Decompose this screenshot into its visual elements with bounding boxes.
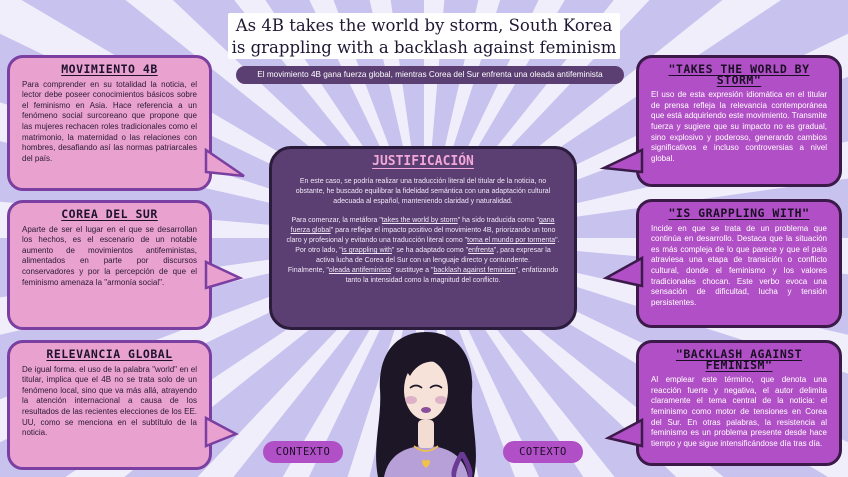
headline-line-2: is grappling with a backlash against feminism	[231, 38, 617, 57]
lips	[421, 407, 431, 413]
card-movimiento-4b	[7, 55, 212, 191]
card-title: RELEVANCIA GLOBAL	[46, 347, 173, 361]
card-body: Al emplear este término, que denota una reacción fuerte y negativa, el autor delimita claramente el tema central de la noticia: el feminismo como motor de tensiones en Corea del Sur. En otras palabras, la resistencia al feminismo es un problema presente desde hace tiempo y que sigue intensificándose día tras día.	[651, 375, 827, 448]
card-body: De igual forma. el uso de la palabra "world" en el titular, implica que el 4B no se trata solo de un fenómeno local, sino que va más allá, atrayendo la atención internacional a causa de los resultados de las recientes elecciones de los EE. UU, como se menciona en el subtítulo de la noticia.	[22, 364, 197, 438]
justification-paragraph-2: Para comenzar, la metáfora "takes the world by storm" ha sido traducida como "gana fuerza global" para reflejar el impacto positivo del movimiento 4B, priorizando un tono claro y profesional y evitando una traducción literal como "toma el mundo por tormenta". Por otro lado, "is grappling with" se ha adaptado como "enfrenta", para expresar la activa lucha de Corea del Sur con un lenguaje directo y contundente.	[286, 217, 560, 264]
headline	[228, 13, 620, 59]
subheadline: El movimiento 4B gana fuerza global, mientras Corea del Sur enfrenta una oleada antifeminista	[236, 66, 624, 84]
quoted-term: takes the world by storm	[381, 217, 458, 224]
justification-paragraph-1: En este caso, se podría realizar una traducción literal del titular de la noticia, no obstante, he buscado equilibrar la fidelidad semántica con una adaptación cultural adecuada al español, manteniendo claridad y naturalidad.	[295, 178, 551, 205]
quoted-term: toma el mundo por tormenta	[467, 237, 556, 244]
card-backlash-against-feminism	[636, 340, 842, 466]
contexto-button[interactable]: CONTEXTO	[263, 441, 343, 463]
card-title: "BACKLASH AGAINST FEMINISM"	[675, 347, 803, 372]
neck	[418, 420, 434, 448]
card-title: "IS GRAPPLING WITH"	[668, 206, 810, 220]
quoted-term: is grappling with	[341, 247, 392, 254]
card-corea-del-sur	[7, 200, 212, 330]
card-title: COREA DEL SUR	[61, 207, 158, 221]
card-body: Para comprender en su totalidad la noticia, el lector debe poseer conocimientos básicos sobre el feminismo en Asia. Hace referencia a un fenómeno social surcoreano que propone que las mujeres rechacen roles tradicionales como el matrimonio, la maternidad o las relaciones con hombres, desafiando así las normas patriarcales del país.	[22, 79, 197, 163]
justification-title: JUSTIFICACIÓN	[372, 154, 474, 169]
card-body: Incide en que se trata de un problema que continúa en desarrollo. Destaca que la situación es más compleja de lo que parece y que el país atraviesa una etapa de transición o conflicto cultural, donde el feminismo y los valores tradicionales chocan. Este verbo evoca una sensación de dificultad, lucha y tensión persistentes.	[651, 223, 827, 307]
card-title: "TAKES THE WORLD BY STORM"	[668, 62, 810, 87]
card-title: MOVIMIENTO 4B	[61, 62, 158, 76]
card-body: Aparte de ser el lugar en el que se desarrollan los hechos, es el escenario de un notable aumento de movimientos antifeministas, alimentados en parte por discursos conservadores y por la percepción de que el feminismo amenaza la "armonía social".	[22, 224, 197, 287]
quoted-term: backlash against feminism	[433, 267, 516, 274]
woman-illustration	[370, 328, 482, 477]
cotexto-button[interactable]: COTEXTO	[503, 441, 583, 463]
justification-paragraph-3: Finalmente, "oleada antifeminista" sustituye a "backlash against feminism", enfatizando tanto la intensidad como la magnitud del conflicto.	[287, 267, 559, 284]
justification-box	[269, 146, 577, 330]
blush-left	[405, 396, 417, 404]
blush-right	[435, 396, 447, 404]
card-takes-the-world-by-storm	[636, 55, 842, 187]
quoted-term: enfrenta	[468, 247, 494, 254]
quoted-term: gana fuerza global	[290, 217, 555, 234]
card-relevancia-global	[7, 340, 212, 470]
quoted-term: oleada antifeminista	[328, 267, 392, 274]
headline-line-1: As 4B takes the world by storm, South Korea	[235, 16, 613, 35]
card-body: El uso de esta expresión idiomática en el titular de prensa refleja la relevancia contemporánea que está adquiriendo este movimiento. Transmite fuerza y sugiere que su impacto no es gradual, sino explosivo y poderoso, generando cambios significativos e incluso controversias a nivel global.	[651, 90, 827, 163]
card-is-grappling-with	[636, 199, 842, 328]
